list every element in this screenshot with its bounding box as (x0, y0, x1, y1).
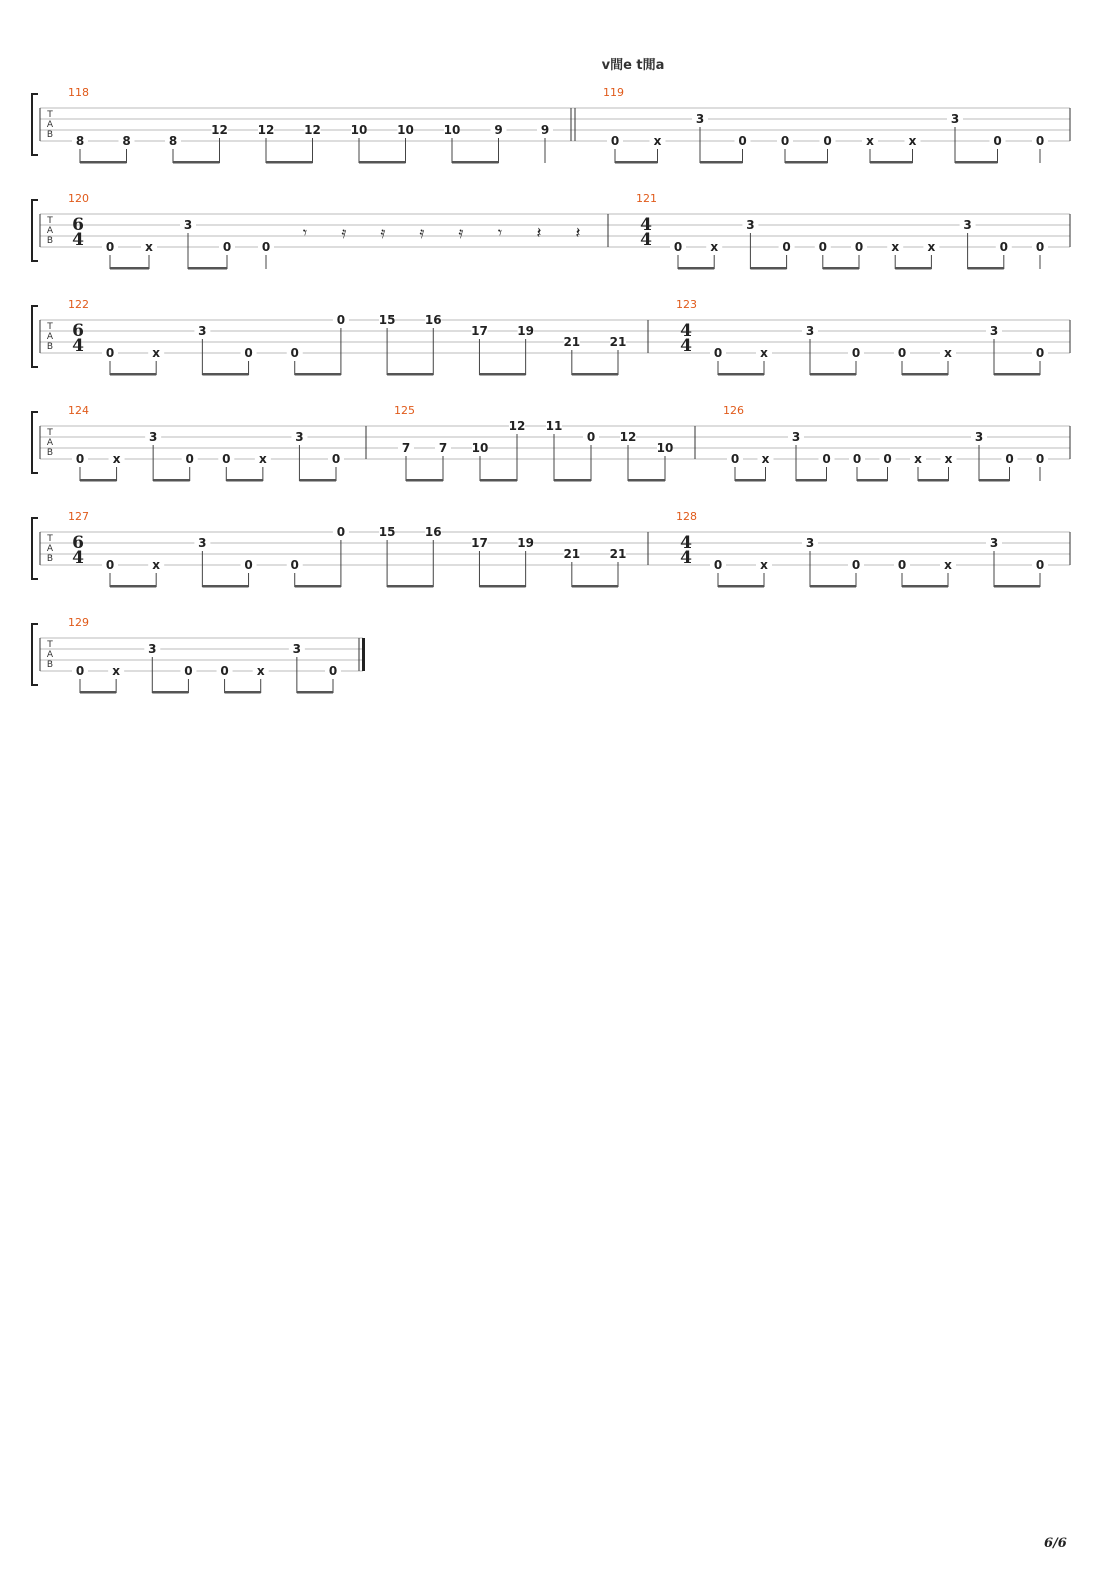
fret-number: x (760, 558, 768, 572)
measure-number: 124 (68, 404, 89, 417)
fret-number: x (908, 134, 917, 148)
note-beam (968, 267, 1004, 270)
fret-number: x (944, 558, 952, 572)
note-beam (202, 373, 248, 376)
fret-number: 3 (963, 218, 972, 232)
note-beam (572, 373, 618, 376)
tab-clef-letter: T (47, 534, 53, 544)
fret-number: x (914, 452, 922, 466)
note-beam (299, 479, 336, 482)
note-beam (870, 161, 913, 164)
tab-clef-letter: B (46, 660, 54, 670)
time-signature-top: 6 (72, 215, 84, 235)
fret-number: 10 (656, 441, 674, 455)
tab-clef-letter: A (46, 438, 54, 448)
fret-number: 0 (852, 452, 862, 466)
fret-number: 0 (1035, 452, 1045, 466)
fret-number: x (891, 240, 900, 254)
rest-symbol: 𝄿 (419, 223, 425, 242)
fret-number: x (112, 452, 121, 466)
fret-number: 0 (823, 134, 832, 148)
note-beam (173, 161, 220, 164)
note-beam (80, 479, 117, 482)
note-beam (406, 479, 443, 482)
note-beam (387, 373, 433, 376)
fret-number: x (653, 134, 662, 148)
system-bracket (32, 624, 38, 685)
rest-symbol: 𝄾 (497, 223, 503, 242)
fret-number: 0 (244, 346, 253, 360)
note-beam (785, 161, 828, 164)
note-beam (554, 479, 591, 482)
fret-number: 0 (780, 134, 790, 148)
note-beam (480, 479, 517, 482)
note-beam (80, 161, 127, 164)
note-beam (678, 267, 714, 270)
fret-number: x (944, 452, 953, 466)
measure-number: 120 (68, 192, 89, 205)
fret-number: x (760, 346, 768, 360)
note-beam (994, 585, 1040, 588)
fret-number: 16 (424, 525, 442, 539)
note-beam (153, 479, 190, 482)
measure-number: 126 (723, 404, 744, 417)
note-beam (479, 585, 525, 588)
fret-number: 3 (148, 430, 158, 444)
measure-number: 129 (68, 616, 89, 629)
fret-number: 0 (883, 452, 892, 466)
note-beam (80, 691, 116, 694)
fret-number: 0 (185, 452, 194, 466)
time-signature-top: 4 (680, 321, 692, 341)
fret-number: 12 (257, 123, 275, 137)
time-signature-bottom: 4 (72, 336, 84, 356)
fret-number: 0 (1035, 346, 1045, 360)
fret-number: 0 (75, 452, 85, 466)
note-beam (823, 267, 859, 270)
measure-number: 122 (68, 298, 89, 311)
fret-number: 0 (1035, 558, 1045, 572)
fret-number: 0 (184, 664, 193, 678)
fret-number: x (112, 664, 121, 678)
rest-symbol: 𝄽 (575, 223, 581, 242)
fret-number: 0 (897, 346, 907, 360)
fret-number: 21 (609, 335, 627, 349)
fret-number: x (256, 664, 265, 678)
fret-number: 0 (331, 452, 341, 466)
fret-number: x (152, 558, 161, 572)
fret-number: 19 (517, 536, 534, 550)
note-beam (979, 479, 1010, 482)
tab-clef-letter: B (46, 342, 54, 352)
system-bracket (32, 412, 38, 473)
tab-clef-letter: A (46, 332, 54, 342)
fret-number: 16 (424, 313, 442, 327)
measure-number: 128 (676, 510, 697, 523)
note-beam (295, 585, 341, 588)
note-beam (202, 585, 248, 588)
fret-number: 8 (122, 134, 131, 148)
fret-number: 0 (1035, 240, 1045, 254)
fret-number: x (152, 346, 161, 360)
note-beam (110, 267, 149, 270)
rest-symbol: 𝄿 (380, 223, 386, 242)
fret-number: 3 (746, 218, 755, 232)
note-beam (902, 373, 948, 376)
fret-number: 10 (471, 441, 489, 455)
time-signature-bottom: 4 (72, 230, 84, 250)
fret-number: x (761, 452, 770, 466)
tab-clef-letter: T (47, 428, 53, 438)
note-beam (152, 691, 188, 694)
fret-number: 3 (805, 324, 815, 338)
tab-clef-letter: T (47, 322, 53, 332)
fret-number: 0 (336, 313, 346, 327)
note-beam (955, 161, 998, 164)
fret-number: 0 (105, 558, 115, 572)
note-beam (615, 161, 658, 164)
measure-number: 119 (603, 86, 624, 99)
fret-number: 0 (999, 240, 1008, 254)
final-bar-line (362, 638, 365, 671)
time-signature-bottom: 4 (680, 336, 692, 356)
fret-number: 3 (950, 112, 960, 126)
page-number: 6/6 (1044, 1536, 1067, 1551)
tab-clef-letter: A (46, 226, 54, 236)
fret-number: 3 (198, 536, 207, 550)
note-beam (810, 373, 856, 376)
fret-number: 7 (438, 441, 448, 455)
fret-number: 0 (1035, 134, 1045, 148)
fret-number: 0 (851, 346, 861, 360)
rest-symbol: 𝄿 (458, 223, 464, 242)
page-title: v間e t閒a (601, 58, 665, 73)
fret-number: 0 (851, 558, 861, 572)
note-beam (735, 479, 766, 482)
fret-number: 0 (105, 346, 115, 360)
fret-number: 0 (993, 134, 1002, 148)
time-signature-bottom: 4 (680, 548, 692, 568)
measure-number: 125 (394, 404, 415, 417)
fret-number: 3 (183, 218, 193, 232)
fret-number: 3 (989, 536, 999, 550)
note-beam (718, 585, 764, 588)
note-beam (110, 585, 156, 588)
measure-number: 118 (68, 86, 89, 99)
fret-number: 12 (508, 419, 526, 433)
tab-clef-letter: B (46, 236, 54, 246)
fret-number: 0 (897, 558, 907, 572)
tab-clef-letter: B (46, 448, 54, 458)
measure-number: 123 (676, 298, 697, 311)
fret-number: x (927, 240, 936, 254)
tab-clef-letter: T (47, 216, 53, 226)
time-signature-bottom: 4 (640, 230, 652, 250)
fret-number: x (145, 240, 153, 254)
fret-number: x (866, 134, 874, 148)
fret-number: 0 (75, 664, 85, 678)
fret-number: 9 (494, 123, 503, 137)
note-beam (810, 585, 856, 588)
note-beam (479, 373, 525, 376)
fret-number: 9 (540, 123, 550, 137)
fret-number: 0 (261, 240, 271, 254)
note-beam (452, 161, 499, 164)
tab-clef-letter: A (46, 120, 54, 130)
tab-clef-letter: A (46, 650, 54, 660)
tab-clef-letter: A (46, 544, 54, 554)
fret-number: 0 (713, 346, 723, 360)
tab-clef-letter: T (47, 640, 53, 650)
fret-number: 0 (738, 134, 747, 148)
measure-number: 127 (68, 510, 89, 523)
fret-number: 0 (105, 240, 115, 254)
fret-number: 12 (211, 123, 228, 137)
rest-symbol: 𝄾 (302, 223, 308, 242)
fret-number: 3 (295, 430, 304, 444)
note-beam (918, 479, 949, 482)
fret-number: 8 (168, 134, 178, 148)
fret-number: 3 (695, 112, 705, 126)
fret-number: 0 (328, 664, 338, 678)
note-beam (994, 373, 1040, 376)
fret-number: 0 (220, 664, 229, 678)
fret-number: 17 (471, 536, 488, 550)
fret-number: 0 (818, 240, 827, 254)
fret-number: 0 (586, 430, 596, 444)
note-beam (387, 585, 433, 588)
fret-number: 10 (397, 123, 414, 137)
fret-number: 0 (673, 240, 683, 254)
fret-number: x (710, 240, 719, 254)
rest-symbol: 𝄽 (536, 223, 542, 242)
time-signature-top: 4 (640, 215, 652, 235)
fret-number: 0 (854, 240, 864, 254)
system-bracket (32, 200, 38, 261)
fret-number: 0 (244, 558, 253, 572)
fret-number: x (944, 346, 952, 360)
fret-number: 19 (517, 324, 534, 338)
system-bracket (32, 518, 38, 579)
fret-number: 3 (791, 430, 801, 444)
system-bracket (32, 94, 38, 155)
fret-number: 0 (336, 525, 346, 539)
note-beam (295, 373, 341, 376)
tab-clef-letter: B (46, 554, 54, 564)
note-beam (297, 691, 333, 694)
fret-number: 21 (609, 547, 627, 561)
tab-clef-letter: T (47, 110, 53, 120)
rest-symbol: 𝄿 (341, 223, 347, 242)
fret-number: 10 (350, 123, 368, 137)
fret-number: 3 (292, 642, 302, 656)
fret-number: 3 (148, 642, 157, 656)
note-beam (796, 479, 827, 482)
note-beam (857, 479, 888, 482)
fret-number: 11 (545, 419, 563, 433)
note-beam (359, 161, 406, 164)
tab-clef-letter: B (46, 130, 54, 140)
fret-number: 21 (563, 335, 581, 349)
fret-number: 3 (805, 536, 815, 550)
time-signature-bottom: 4 (72, 548, 84, 568)
note-beam (266, 161, 313, 164)
fret-number: 8 (75, 134, 85, 148)
note-beam (572, 585, 618, 588)
fret-number: 10 (443, 123, 461, 137)
fret-number: 0 (290, 346, 299, 360)
fret-number: 3 (198, 324, 207, 338)
note-beam (895, 267, 931, 270)
fret-number: 3 (989, 324, 999, 338)
fret-number: 15 (378, 313, 396, 327)
fret-number: 0 (730, 452, 740, 466)
time-signature-top: 6 (72, 533, 84, 553)
fret-number: 21 (563, 547, 581, 561)
fret-number: 0 (222, 240, 232, 254)
note-beam (718, 373, 764, 376)
fret-number: 15 (378, 525, 396, 539)
note-beam (750, 267, 786, 270)
fret-number: x (258, 452, 267, 466)
note-beam (188, 267, 227, 270)
note-beam (902, 585, 948, 588)
system-bracket (32, 306, 38, 367)
fret-number: 12 (304, 123, 321, 137)
time-signature-top: 4 (680, 533, 692, 553)
fret-number: 0 (290, 558, 299, 572)
fret-number: 7 (401, 441, 411, 455)
time-signature-top: 6 (72, 321, 84, 341)
fret-number: 0 (782, 240, 791, 254)
fret-number: 0 (610, 134, 620, 148)
note-beam (225, 691, 261, 694)
note-beam (226, 479, 263, 482)
fret-number: 3 (974, 430, 984, 444)
note-beam (700, 161, 743, 164)
fret-number: 0 (1005, 452, 1014, 466)
fret-number: 17 (471, 324, 488, 338)
measure-number: 121 (636, 192, 657, 205)
fret-number: 0 (222, 452, 231, 466)
fret-number: 0 (713, 558, 723, 572)
fret-number: 0 (822, 452, 831, 466)
note-beam (628, 479, 665, 482)
note-beam (110, 373, 156, 376)
fret-number: 12 (619, 430, 637, 444)
